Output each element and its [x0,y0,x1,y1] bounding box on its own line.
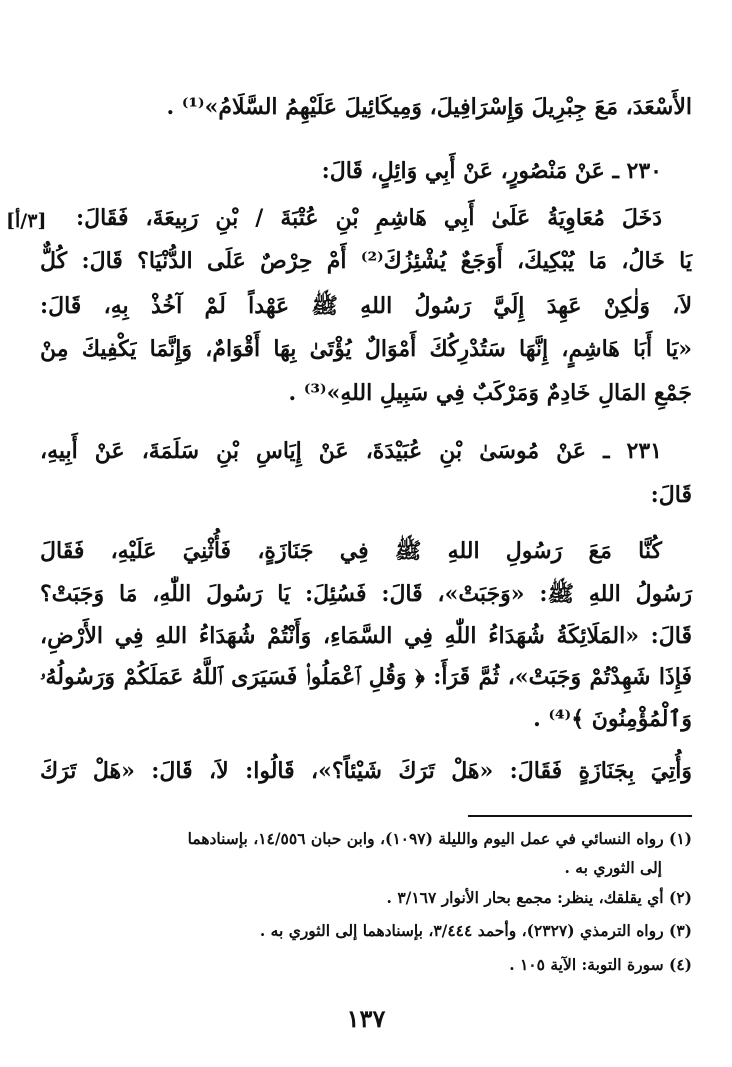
text-line-7: جَمْعِ المَالِ خَادِمٌ وَمَرْكَبٌ فِي سَبِيلِ اللهِ»⁽³⁾ . [288,380,692,406]
text-line-13: فَإِذَا شَهِدْتُمْ وَجَبَتْ»، ثُمَّ قَرَأَ: ﴿ وَقُلِ ٱعْمَلُوا۟ فَسَيَرَى ٱللَّهُ عَمَلَكُمْ وَرَسُولُهُۥ [40,664,692,690]
page-number: ١٣٧ [346,1004,386,1033]
text-line-5: لاَ، وَلٰكِنْ عَهِدَ إِلَيَّ رَسُولُ اللهِ ﷺ عَهْداً لَمْ آخُذْ بِهِ، قَالَ: [40,293,692,319]
footnote-2: (٢) أي يقلقك، ينظر: مجمع بحار الأنوار ٣/١٦٧ . [386,888,692,907]
footnote-1: (١) رواه النسائي في عمل اليوم والليلة (١٠٩٧)، وابن حبان ١٤/٥٥٦، بإسنادهما [187,829,692,848]
footnote-4: (٤) سورة التوبة: الآية ١٠٥ . [509,955,692,974]
footnote-3: (٣) رواه الترمذي (٢٣٢٧)، وأحمد ٣/٤٤٤، بإسنادهما إلى الثوري به . [259,921,692,940]
hadith-231-heading: ٢٣١ ـ عَنْ مُوسَىٰ بْنِ عُبَيْدَةَ، عَنْ إِيَاسِ بْنِ سَلَمَةَ، عَنْ أَبِيهِ، [40,438,662,464]
text-line-14: وَٱلْمُؤْمِنُونَ ﴾⁽⁴⁾ . [533,706,692,732]
hadith-230-heading: ٢٣٠ ـ عَنْ مَنْصُورٍ، عَنْ أَبِي وَائِلٍ، قَالَ: [321,158,662,184]
manuscript-folio-marker: [٣/أ] [6,210,47,232]
text-line-10: كُنَّا مَعَ رَسُولِ اللهِ ﷺ فِي جَنَازَةٍ، فَأُثْنِيَ عَلَيْهِ، فَقَالَ [40,538,662,564]
text-line-3: دَخَلَ مُعَاوِيَةُ عَلَىٰ أَبِي هَاشِمِ بْنِ عُتْبَةَ / بْنِ رَبِيعَةَ، فَقَالَ: [76,205,662,231]
text-line-4: يَا خَالُ، مَا يُبْكِيكَ، أَوَجَعٌ يُشْئِزُكَ⁽²⁾ أَمْ حِرْصٌ عَلَى الدُّنْيَا؟ قَالَ: كُلٌّ [40,248,692,274]
footnote-separator [468,815,692,817]
text-line-1: الأَسْعَدَ، مَعَ جِبْرِيلَ وَإِسْرَافِيلَ، وَمِيكَائِيلَ عَلَيْهِمُ السَّلَامُ»⁽¹⁾ . [166,94,692,120]
text-line-9: قَالَ: [650,482,692,508]
text-line-11: رَسُولُ اللهِ ﷺ: «وَجَبَتْ»، قَالَ: فَسُئِلَ: يَا رَسُولَ اللّٰهِ، مَا وَجَبَتْ؟ [40,581,692,607]
text-line-6: «يَا أَبَا هَاشِمٍ، إِنَّهَا سَتُدْرِكُكَ أَمْوَالٌ يُؤْتَىٰ بِهَا أَقْوَامٌ، وَإِنَّمَا يَكْفِيكَ مِنْ [40,336,692,362]
text-line-15: وَأُتِيَ بِجَنَازَةٍ فَقَالَ: «هَلْ تَرَكَ شَيْئاً؟»، قَالُوا: لاَ، قَالَ: «هَلْ تَرَكَ [40,758,692,784]
text-line-12: قَالَ: «المَلَائِكَةُ شُهَدَاءُ اللّٰهِ فِي السَّمَاءِ، وَأَنْتُمْ شُهَدَاءُ اللهِ فِي الأَرْضِ، [40,623,692,649]
footnote-1-continuation: إلى الثوري به . [564,858,662,877]
